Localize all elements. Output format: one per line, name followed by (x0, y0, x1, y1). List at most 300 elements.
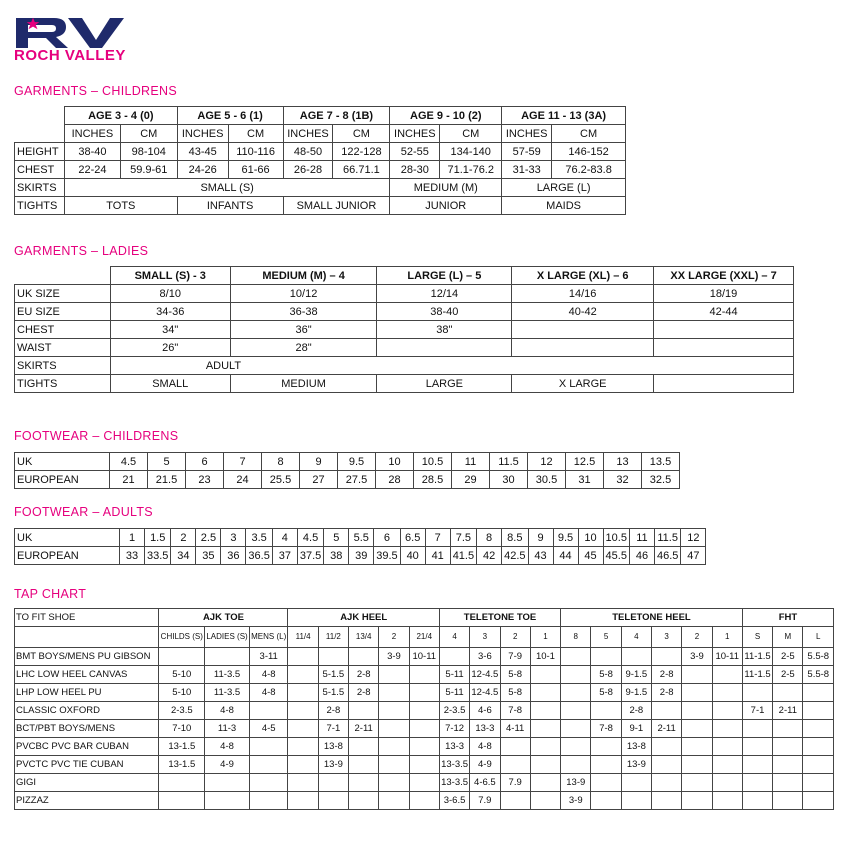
tap-cell (318, 648, 348, 666)
tap-sub-header: 2 (500, 627, 530, 648)
tap-cell (591, 648, 621, 666)
shoe-size-cell: 24 (224, 471, 262, 489)
tap-cell (249, 702, 288, 720)
tap-cell: 5-8 (591, 666, 621, 684)
tap-cell: 2-11 (349, 720, 379, 738)
shoe-size-cell: 43 (528, 547, 553, 565)
tap-cell (439, 648, 469, 666)
shoe-size-cell: 40 (400, 547, 425, 565)
shoe-size-cell: 13.5 (642, 453, 680, 471)
tap-cell: 3-6.5 (439, 792, 469, 810)
cell: JUNIOR (390, 197, 502, 215)
cell (654, 339, 794, 357)
section-title-footwear-children: FOOTWEAR – CHILDRENS (14, 429, 179, 443)
shoe-size-cell: 31 (566, 471, 604, 489)
tap-sub-header: 2 (379, 627, 409, 648)
tap-cell (409, 738, 439, 756)
row-label-eu: EUROPEAN (15, 547, 120, 565)
tap-cell (561, 648, 591, 666)
tap-cell: 9-1.5 (621, 666, 651, 684)
tap-cell (712, 702, 742, 720)
age-header: AGE 3 - 4 (0) (64, 107, 177, 125)
row-label-uk: UK (15, 453, 110, 471)
tap-cell: 4-8 (470, 738, 500, 756)
cell: 12/14 (377, 285, 512, 303)
section-title-footwear-adults: FOOTWEAR – ADULTS (14, 505, 153, 519)
tap-cell: 5-1.5 (318, 684, 348, 702)
tap-cell (591, 702, 621, 720)
cell: 38-40 (377, 303, 512, 321)
tap-cell: 11-3 (205, 720, 250, 738)
tap-sub-header: 1 (712, 627, 742, 648)
tap-cell: 7.9 (470, 792, 500, 810)
tap-cell (621, 648, 651, 666)
tap-cell: 5-8 (591, 684, 621, 702)
tap-cell: 2-8 (652, 684, 682, 702)
cell: SMALL (110, 375, 230, 393)
cell: 22-24 (64, 161, 120, 179)
tap-cell (249, 756, 288, 774)
tap-cell (652, 774, 682, 792)
to-fit-shoe-header: TO FIT SHOE (15, 609, 159, 627)
section-title-garments-ladies: GARMENTS – LADIES (14, 244, 149, 258)
tap-cell (652, 702, 682, 720)
shoe-size-cell: 13 (604, 453, 642, 471)
tap-cell: 7.9 (500, 774, 530, 792)
shoe-size-cell: 27 (300, 471, 338, 489)
tap-cell (773, 774, 803, 792)
tap-cell: 12-4.5 (470, 684, 500, 702)
shoe-size-cell: 37.5 (297, 547, 323, 565)
shoe-size-cell: 9.5 (338, 453, 376, 471)
tap-cell (561, 702, 591, 720)
cm-header: CM (228, 125, 283, 143)
tap-cell (288, 684, 318, 702)
tap-row-label: LHC LOW HEEL CANVAS (15, 666, 159, 684)
tap-cell (379, 738, 409, 756)
shoe-size-cell: 11 (629, 529, 654, 547)
shoe-size-cell: 33 (120, 547, 145, 565)
tap-cell (773, 792, 803, 810)
tap-cell: 5-11 (439, 666, 469, 684)
shoe-size-cell: 4.5 (110, 453, 148, 471)
tap-sub-header: 3 (470, 627, 500, 648)
cell: 36-38 (230, 303, 377, 321)
cell: 8/10 (110, 285, 230, 303)
tap-cell (249, 738, 288, 756)
tap-cell (205, 774, 250, 792)
shoe-size-cell: 12.5 (566, 453, 604, 471)
shoe-size-cell: 30.5 (528, 471, 566, 489)
cell: 122-128 (333, 143, 390, 161)
cell: SMALL JUNIOR (283, 197, 390, 215)
tap-cell (682, 792, 712, 810)
tap-cell (621, 792, 651, 810)
tap-row-label: PIZZAZ (15, 792, 159, 810)
row-label-skirts: SKIRTS (15, 179, 65, 197)
tap-cell (652, 792, 682, 810)
shoe-size-cell: 35 (196, 547, 221, 565)
shoe-size-cell: 5 (148, 453, 186, 471)
cell: 43-45 (177, 143, 228, 161)
tap-cell (288, 702, 318, 720)
inches-header: INCHES (177, 125, 228, 143)
tap-cell (682, 738, 712, 756)
tap-cell (652, 756, 682, 774)
tap-cell (803, 738, 834, 756)
tap-cell (803, 702, 834, 720)
shoe-size-cell: 10.5 (603, 529, 629, 547)
age-header: AGE 7 - 8 (1B) (283, 107, 390, 125)
row-label-eu-size: EU SIZE (15, 303, 111, 321)
tap-cell: 2-8 (652, 666, 682, 684)
tap-cell: 5.5-8 (803, 666, 834, 684)
tap-cell: 13-3.5 (439, 756, 469, 774)
row-label-uk-size: UK SIZE (15, 285, 111, 303)
shoe-size-cell: 6 (374, 529, 400, 547)
tap-cell: 13-3 (439, 738, 469, 756)
tap-cell: 4-8 (249, 684, 288, 702)
tap-cell: 4-9 (470, 756, 500, 774)
tap-cell (712, 756, 742, 774)
cell: X LARGE (512, 375, 654, 393)
shoe-size-cell: 23 (186, 471, 224, 489)
tap-cell (409, 684, 439, 702)
tap-cell: 4-6.5 (470, 774, 500, 792)
children-garments-table (14, 106, 626, 215)
shoe-size-cell: 7.5 (450, 529, 476, 547)
tap-cell: 7-1 (742, 702, 772, 720)
tap-cell: 2-3.5 (439, 702, 469, 720)
tap-cell (409, 666, 439, 684)
tap-cell (159, 792, 205, 810)
cell: 26" (110, 339, 230, 357)
tap-cell (530, 738, 560, 756)
shoe-size-cell: 12 (528, 453, 566, 471)
shoe-size-cell: 29 (452, 471, 490, 489)
tap-cell: 2-11 (773, 702, 803, 720)
shoe-size-cell: 39.5 (374, 547, 400, 565)
ladies-header: SMALL (S) - 3 (110, 267, 230, 285)
tap-cell (288, 738, 318, 756)
tap-cell (379, 684, 409, 702)
shoe-size-cell: 28.5 (414, 471, 452, 489)
tap-cell (682, 720, 712, 738)
ladies-garments-table (14, 266, 794, 393)
footwear-children-table (14, 452, 680, 489)
shoe-size-cell: 1.5 (145, 529, 171, 547)
brand-name: ROCH VALLEY (14, 47, 126, 64)
shoe-size-cell: 7 (425, 529, 450, 547)
cell (512, 321, 654, 339)
tap-cell (712, 684, 742, 702)
tap-cell (561, 684, 591, 702)
tap-cell: 11-1.5 (742, 666, 772, 684)
tap-cell: 5-10 (159, 684, 205, 702)
tap-cell: 4-8 (249, 666, 288, 684)
tap-cell (742, 774, 772, 792)
shoe-size-cell: 46.5 (654, 547, 680, 565)
section-title-garments-children: GARMENTS – CHILDRENS (14, 84, 177, 98)
shoe-size-cell: 39 (349, 547, 374, 565)
shoe-size-cell: 38 (324, 547, 349, 565)
row-label-eu: EUROPEAN (15, 471, 110, 489)
tap-cell (591, 792, 621, 810)
tap-row-label: LHP LOW HEEL PU (15, 684, 159, 702)
tap-cell: 4-5 (249, 720, 288, 738)
row-label-height: HEIGHT (15, 143, 65, 161)
age-header: AGE 5 - 6 (1) (177, 107, 283, 125)
tap-cell: 2-5 (773, 648, 803, 666)
cell: 76.2-83.8 (552, 161, 626, 179)
tap-cell: 11-3.5 (205, 684, 250, 702)
cell: 34" (110, 321, 230, 339)
tap-cell (409, 774, 439, 792)
age-header: AGE 9 - 10 (2) (390, 107, 502, 125)
cell: ADULT (110, 357, 793, 375)
tap-sub-header: 21/4 (409, 627, 439, 648)
tap-cell: 7-8 (591, 720, 621, 738)
cell: 57-59 (502, 143, 552, 161)
shoe-size-cell: 1 (120, 529, 145, 547)
tap-sub-header: 13/4 (349, 627, 379, 648)
tap-cell (773, 738, 803, 756)
tap-cell: 3-9 (682, 648, 712, 666)
row-label-chest: CHEST (15, 321, 111, 339)
tap-cell: 13-8 (621, 738, 651, 756)
row-label-uk: UK (15, 529, 120, 547)
shoe-size-cell: 2.5 (196, 529, 221, 547)
tap-row-label: PVCTC PVC TIE CUBAN (15, 756, 159, 774)
tap-cell: 12-4.5 (470, 666, 500, 684)
shoe-size-cell: 8.5 (502, 529, 528, 547)
tap-cell (159, 648, 205, 666)
tap-cell: 5.5-8 (803, 648, 834, 666)
tap-sub-header: MENS (L) (249, 627, 288, 648)
shoe-size-cell: 6.5 (400, 529, 425, 547)
tap-cell (288, 666, 318, 684)
inches-header: INCHES (502, 125, 552, 143)
shoe-size-cell: 10 (578, 529, 603, 547)
tap-cell: 5-8 (500, 684, 530, 702)
ladies-header: LARGE (L) – 5 (377, 267, 512, 285)
shoe-size-cell: 44 (553, 547, 578, 565)
tap-cell: 3-11 (249, 648, 288, 666)
cell: 71.1-76.2 (440, 161, 502, 179)
row-label-waist: WAIST (15, 339, 111, 357)
tap-cell (500, 738, 530, 756)
tap-cell (530, 774, 560, 792)
tap-cell (409, 756, 439, 774)
tap-sub-header: M (773, 627, 803, 648)
tap-row-label: PVCBC PVC BAR CUBAN (15, 738, 159, 756)
shoe-size-cell: 11 (452, 453, 490, 471)
tap-cell: 13-9 (318, 756, 348, 774)
tap-sub-header: 4 (439, 627, 469, 648)
ladies-header: XX LARGE (XXL) – 7 (654, 267, 794, 285)
tap-sub-header: 11/2 (318, 627, 348, 648)
tap-cell: 2-8 (349, 666, 379, 684)
tap-cell: 4-8 (205, 738, 250, 756)
cell: MAIDS (502, 197, 626, 215)
shoe-size-cell: 37 (272, 547, 297, 565)
tap-sub-header: 5 (591, 627, 621, 648)
tap-cell (803, 720, 834, 738)
shoe-size-cell: 41.5 (450, 547, 476, 565)
tap-cell: 10-11 (409, 648, 439, 666)
cell (512, 339, 654, 357)
tap-cell (409, 720, 439, 738)
tap-cell (159, 774, 205, 792)
row-label-tights: TIGHTS (15, 197, 65, 215)
row-label-tights: TIGHTS (15, 375, 111, 393)
tap-cell: 7-8 (500, 702, 530, 720)
tap-cell: 7-10 (159, 720, 205, 738)
tap-cell: 4-6 (470, 702, 500, 720)
cell: 146-152 (552, 143, 626, 161)
tap-group-header: FHT (742, 609, 833, 627)
tap-cell (530, 702, 560, 720)
tap-cell: 13-3 (470, 720, 500, 738)
tap-cell (379, 756, 409, 774)
tap-sub-header: LADIES (S) (205, 627, 250, 648)
tap-cell: 7-1 (318, 720, 348, 738)
tap-cell (530, 684, 560, 702)
tap-sub-header: 1 (530, 627, 560, 648)
tap-cell: 2-8 (349, 684, 379, 702)
shoe-size-cell: 5 (324, 529, 349, 547)
tap-cell (712, 666, 742, 684)
tap-cell: 4-9 (205, 756, 250, 774)
cell: 42-44 (654, 303, 794, 321)
tap-cell (682, 756, 712, 774)
tap-cell (561, 720, 591, 738)
tap-cell: 5-11 (439, 684, 469, 702)
tap-cell: 5-10 (159, 666, 205, 684)
tap-cell: 2-11 (652, 720, 682, 738)
shoe-size-cell: 3.5 (246, 529, 272, 547)
cell: 38" (377, 321, 512, 339)
shoe-size-cell: 8 (262, 453, 300, 471)
tap-cell: 2-8 (318, 702, 348, 720)
shoe-size-cell: 33.5 (145, 547, 171, 565)
cell: LARGE (377, 375, 512, 393)
tap-cell (530, 792, 560, 810)
inches-header: INCHES (390, 125, 440, 143)
shoe-size-cell: 11.5 (490, 453, 528, 471)
tap-cell (773, 684, 803, 702)
tap-cell (803, 774, 834, 792)
shoe-size-cell: 42.5 (502, 547, 528, 565)
tap-cell: 2-8 (621, 702, 651, 720)
cell: 38-40 (64, 143, 120, 161)
cell: 10/12 (230, 285, 377, 303)
tap-cell (530, 720, 560, 738)
tap-cell (652, 738, 682, 756)
tap-cell: 13-9 (561, 774, 591, 792)
tap-cell: 13-8 (318, 738, 348, 756)
tap-cell (712, 720, 742, 738)
tap-cell (288, 756, 318, 774)
tap-cell: 2-5 (773, 666, 803, 684)
cell: MEDIUM (M) (390, 179, 502, 197)
row-label-skirts: SKIRTS (15, 357, 111, 375)
cell: MEDIUM (230, 375, 377, 393)
tap-cell: 2-3.5 (159, 702, 205, 720)
cell: 28-30 (390, 161, 440, 179)
cell: INFANTS (177, 197, 283, 215)
tap-cell (682, 702, 712, 720)
tap-cell: 5-1.5 (318, 666, 348, 684)
tap-cell (249, 774, 288, 792)
shoe-size-cell: 10 (376, 453, 414, 471)
tap-cell: 13-1.5 (159, 738, 205, 756)
cm-header: CM (120, 125, 177, 143)
shoe-size-cell: 7 (224, 453, 262, 471)
cell: 134-140 (440, 143, 502, 161)
inches-header: INCHES (64, 125, 120, 143)
tap-cell (561, 666, 591, 684)
tap-cell (712, 792, 742, 810)
tap-cell (318, 774, 348, 792)
ladies-header: X LARGE (XL) – 6 (512, 267, 654, 285)
cell (654, 375, 794, 393)
cell: 59.9-61 (120, 161, 177, 179)
tap-cell (409, 702, 439, 720)
tap-cell (288, 648, 318, 666)
cell: 110-116 (228, 143, 283, 161)
cell: 52-55 (390, 143, 440, 161)
shoe-size-cell: 9.5 (553, 529, 578, 547)
cell (654, 321, 794, 339)
shoe-size-cell: 5.5 (349, 529, 374, 547)
tap-cell (682, 666, 712, 684)
tap-cell (742, 720, 772, 738)
shoe-size-cell: 6 (186, 453, 224, 471)
cell: 98-104 (120, 143, 177, 161)
tap-cell (803, 684, 834, 702)
ladies-header: MEDIUM (M) – 4 (230, 267, 377, 285)
tap-group-header: AJK TOE (159, 609, 288, 627)
cell: 48-50 (283, 143, 333, 161)
shoe-size-cell: 36 (221, 547, 246, 565)
tap-cell (591, 756, 621, 774)
cm-header: CM (333, 125, 390, 143)
tap-cell (500, 792, 530, 810)
tap-sub-header: 11/4 (288, 627, 318, 648)
tap-sub-header: L (803, 627, 834, 648)
tap-cell (561, 738, 591, 756)
tap-group-header: AJK HEEL (288, 609, 439, 627)
tap-cell: 3-6 (470, 648, 500, 666)
tap-cell: 13-9 (621, 756, 651, 774)
shoe-size-cell: 10.5 (414, 453, 452, 471)
cell: SMALL (S) (64, 179, 389, 197)
tap-group-header: TELETONE HEEL (561, 609, 743, 627)
shoe-size-cell: 4 (272, 529, 297, 547)
shoe-size-cell: 41 (425, 547, 450, 565)
shoe-size-cell: 21 (110, 471, 148, 489)
shoe-size-cell: 34 (171, 547, 196, 565)
tap-cell (379, 774, 409, 792)
shoe-size-cell: 9 (300, 453, 338, 471)
tap-cell: 7-9 (500, 648, 530, 666)
tap-cell (742, 684, 772, 702)
shoe-size-cell: 2 (171, 529, 196, 547)
tap-cell: 9-1.5 (621, 684, 651, 702)
tap-cell: 5-8 (500, 666, 530, 684)
tap-sub-header: 2 (682, 627, 712, 648)
